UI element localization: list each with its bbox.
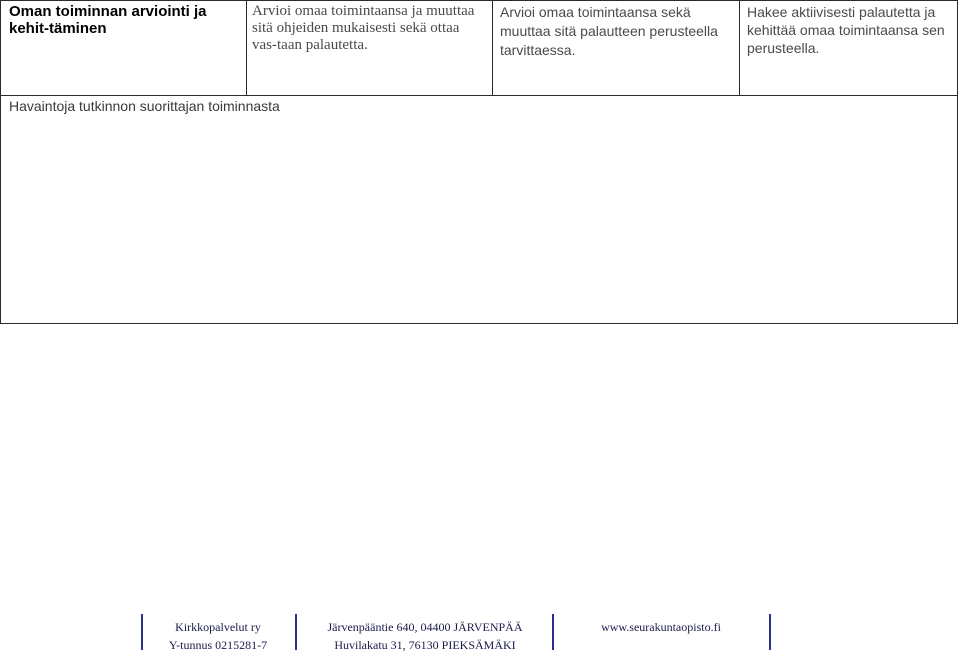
footer-website-link[interactable]: www.seurakuntaopisto.fi [601, 620, 721, 634]
level-1-description: Arvioi omaa toimintaansa ja muuttaa sitä ohjeiden mukaisesti sekä ottaa vas-taan palautetta. [247, 1, 493, 96]
footer-website-block [560, 618, 762, 636]
footer-divider [769, 614, 771, 650]
assessment-table [0, 0, 958, 324]
footer-organization: Kirkkopalvelut ry [175, 620, 261, 634]
footer-divider [552, 614, 554, 650]
footer-address-1: Järvenpääntie 640, 04400 JÄRVENPÄÄ [327, 620, 523, 634]
footer-organization-block [150, 618, 286, 654]
criteria-title: Oman toiminnan arviointi ja kehit-täminen [1, 1, 247, 96]
level-2-description: Arvioi omaa toimintaansa sekä muuttaa sitä palautteen perusteella tarvittaessa. [493, 1, 740, 96]
observations-field[interactable]: Havaintoja tutkinnon suorittajan toiminnasta [1, 96, 958, 324]
footer-address-block [305, 618, 545, 654]
observations-row [1, 96, 958, 324]
footer-divider [141, 614, 143, 650]
footer-business-id: Y-tunnus 0215281-7 [168, 638, 268, 652]
criteria-row [1, 1, 958, 96]
page-footer [0, 614, 959, 651]
footer-divider [295, 614, 297, 650]
level-3-description: Hakee aktiivisesti palautetta ja kehittää omaa toimintaansa sen perusteella. [740, 1, 958, 96]
footer-address-2: Huvilakatu 31, 76130 PIEKSÄMÄKI [334, 638, 516, 652]
